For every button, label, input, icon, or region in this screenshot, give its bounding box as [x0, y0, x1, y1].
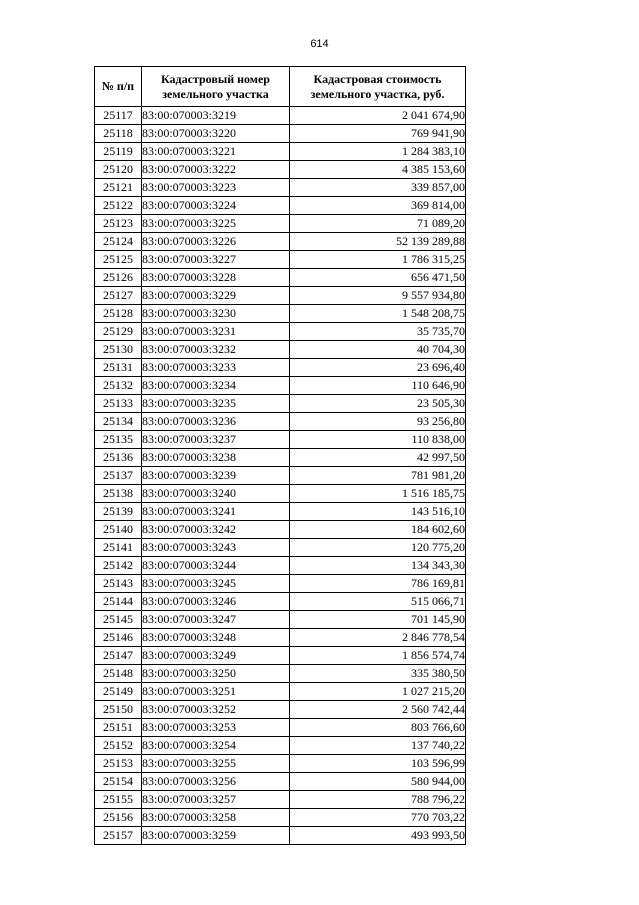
- row-index-cell: 25123: [95, 215, 142, 233]
- cadastral-value-cell: 2 846 778,54: [290, 629, 466, 647]
- row-index-cell: 25147: [95, 647, 142, 665]
- table-row: [95, 755, 466, 773]
- row-index-cell: 25119: [95, 143, 142, 161]
- table-row: [95, 629, 466, 647]
- cadastral-number-cell: 83:00:070003:3240: [142, 485, 290, 503]
- header-index: № п/п: [95, 67, 142, 107]
- table-header: [95, 67, 466, 107]
- cadastral-value-cell: 1 284 383,10: [290, 143, 466, 161]
- cadastral-number-cell: 83:00:070003:3236: [142, 413, 290, 431]
- cadastral-value-cell: 42 997,50: [290, 449, 466, 467]
- table-row: [95, 503, 466, 521]
- row-index-cell: 25122: [95, 197, 142, 215]
- cadastral-value-cell: 52 139 289,88: [290, 233, 466, 251]
- row-index-cell: 25120: [95, 161, 142, 179]
- cadastral-number-cell: 83:00:070003:3219: [142, 107, 290, 125]
- table-row: [95, 179, 466, 197]
- row-index-cell: 25143: [95, 575, 142, 593]
- cadastral-number-cell: 83:00:070003:3221: [142, 143, 290, 161]
- cadastral-value-cell: 701 145,90: [290, 611, 466, 629]
- cadastral-value-cell: 1 786 315,25: [290, 251, 466, 269]
- row-index-cell: 25126: [95, 269, 142, 287]
- table-row: [95, 107, 466, 125]
- cadastral-value-cell: 515 066,71: [290, 593, 466, 611]
- row-index-cell: 25133: [95, 395, 142, 413]
- table-row: [95, 701, 466, 719]
- row-index-cell: 25118: [95, 125, 142, 143]
- row-index-cell: 25150: [95, 701, 142, 719]
- header-cadastral-value: Кадастровая стоимость земельного участка, руб.: [290, 67, 466, 107]
- cadastral-value-cell: 786 169,81: [290, 575, 466, 593]
- cadastral-number-cell: 83:00:070003:3223: [142, 179, 290, 197]
- row-index-cell: 25125: [95, 251, 142, 269]
- cadastral-number-cell: 83:00:070003:3257: [142, 791, 290, 809]
- cadastral-number-cell: 83:00:070003:3229: [142, 287, 290, 305]
- row-index-cell: 25138: [95, 485, 142, 503]
- cadastral-value-cell: 110 646,90: [290, 377, 466, 395]
- cadastral-number-cell: 83:00:070003:3234: [142, 377, 290, 395]
- row-index-cell: 25129: [95, 323, 142, 341]
- table-row: [95, 359, 466, 377]
- cadastral-value-cell: 1 856 574,74: [290, 647, 466, 665]
- cadastral-number-cell: 83:00:070003:3235: [142, 395, 290, 413]
- cadastral-number-cell: 83:00:070003:3231: [142, 323, 290, 341]
- table-row: [95, 665, 466, 683]
- cadastral-value-cell: 137 740,22: [290, 737, 466, 755]
- row-index-cell: 25132: [95, 377, 142, 395]
- table-row: [95, 791, 466, 809]
- row-index-cell: 25151: [95, 719, 142, 737]
- row-index-cell: 25146: [95, 629, 142, 647]
- cadastral-value-cell: 93 256,80: [290, 413, 466, 431]
- cadastral-value-cell: 369 814,00: [290, 197, 466, 215]
- cadastral-value-cell: 71 089,20: [290, 215, 466, 233]
- cadastral-value-cell: 656 471,50: [290, 269, 466, 287]
- cadastral-number-cell: 83:00:070003:3243: [142, 539, 290, 557]
- cadastral-value-table: [94, 66, 466, 845]
- cadastral-number-cell: 83:00:070003:3251: [142, 683, 290, 701]
- cadastral-number-cell: 83:00:070003:3250: [142, 665, 290, 683]
- cadastral-value-cell: 184 602,60: [290, 521, 466, 539]
- cadastral-number-cell: 83:00:070003:3255: [142, 755, 290, 773]
- table-row: [95, 395, 466, 413]
- cadastral-number-cell: 83:00:070003:3220: [142, 125, 290, 143]
- row-index-cell: 25117: [95, 107, 142, 125]
- cadastral-number-cell: 83:00:070003:3258: [142, 809, 290, 827]
- table-row: [95, 323, 466, 341]
- table-row: [95, 575, 466, 593]
- cadastral-number-cell: 83:00:070003:3238: [142, 449, 290, 467]
- table-row: [95, 467, 466, 485]
- table-row: [95, 233, 466, 251]
- row-index-cell: 25128: [95, 305, 142, 323]
- cadastral-number-cell: 83:00:070003:3224: [142, 197, 290, 215]
- cadastral-number-cell: 83:00:070003:3228: [142, 269, 290, 287]
- row-index-cell: 25157: [95, 827, 142, 845]
- cadastral-value-cell: 803 766,60: [290, 719, 466, 737]
- table-row: [95, 827, 466, 845]
- cadastral-value-cell: 4 385 153,60: [290, 161, 466, 179]
- table-row: [95, 431, 466, 449]
- table-row: [95, 143, 466, 161]
- cadastral-number-cell: 83:00:070003:3253: [142, 719, 290, 737]
- table-row: [95, 683, 466, 701]
- cadastral-number-cell: 83:00:070003:3248: [142, 629, 290, 647]
- row-index-cell: 25149: [95, 683, 142, 701]
- row-index-cell: 25152: [95, 737, 142, 755]
- header-row: [95, 67, 466, 107]
- row-index-cell: 25142: [95, 557, 142, 575]
- table-row: [95, 593, 466, 611]
- row-index-cell: 25156: [95, 809, 142, 827]
- cadastral-number-cell: 83:00:070003:3230: [142, 305, 290, 323]
- table-row: [95, 773, 466, 791]
- cadastral-value-cell: 9 557 934,80: [290, 287, 466, 305]
- cadastral-number-cell: 83:00:070003:3247: [142, 611, 290, 629]
- row-index-cell: 25131: [95, 359, 142, 377]
- row-index-cell: 25141: [95, 539, 142, 557]
- table-body: [95, 107, 466, 845]
- cadastral-value-cell: 580 944,00: [290, 773, 466, 791]
- cadastral-number-cell: 83:00:070003:3241: [142, 503, 290, 521]
- cadastral-value-cell: 23 505,30: [290, 395, 466, 413]
- row-index-cell: 25139: [95, 503, 142, 521]
- row-index-cell: 25153: [95, 755, 142, 773]
- row-index-cell: 25154: [95, 773, 142, 791]
- cadastral-number-cell: 83:00:070003:3245: [142, 575, 290, 593]
- cadastral-number-cell: 83:00:070003:3232: [142, 341, 290, 359]
- table-row: [95, 485, 466, 503]
- table-row: [95, 197, 466, 215]
- cadastral-value-cell: 103 596,99: [290, 755, 466, 773]
- row-index-cell: 25145: [95, 611, 142, 629]
- row-index-cell: 25140: [95, 521, 142, 539]
- cadastral-value-cell: 788 796,22: [290, 791, 466, 809]
- row-index-cell: 25137: [95, 467, 142, 485]
- cadastral-value-cell: 493 993,50: [290, 827, 466, 845]
- cadastral-number-cell: 83:00:070003:3225: [142, 215, 290, 233]
- cadastral-value-cell: 134 343,30: [290, 557, 466, 575]
- table-row: [95, 557, 466, 575]
- cadastral-number-cell: 83:00:070003:3242: [142, 521, 290, 539]
- cadastral-value-cell: 770 703,22: [290, 809, 466, 827]
- cadastral-number-cell: 83:00:070003:3233: [142, 359, 290, 377]
- table-row: [95, 305, 466, 323]
- cadastral-value-cell: 2 041 674,90: [290, 107, 466, 125]
- cadastral-value-cell: 2 560 742,44: [290, 701, 466, 719]
- cadastral-number-cell: 83:00:070003:3259: [142, 827, 290, 845]
- cadastral-value-cell: 781 981,20: [290, 467, 466, 485]
- cadastral-number-cell: 83:00:070003:3246: [142, 593, 290, 611]
- row-index-cell: 25127: [95, 287, 142, 305]
- cadastral-number-cell: 83:00:070003:3227: [142, 251, 290, 269]
- table-row: [95, 161, 466, 179]
- row-index-cell: 25136: [95, 449, 142, 467]
- cadastral-value-cell: 120 775,20: [290, 539, 466, 557]
- header-cadastral-number: Кадастровый номер земельного участка: [142, 67, 290, 107]
- row-index-cell: 25155: [95, 791, 142, 809]
- table-row: [95, 809, 466, 827]
- table-row: [95, 251, 466, 269]
- cadastral-number-cell: 83:00:070003:3256: [142, 773, 290, 791]
- cadastral-number-cell: 83:00:070003:3244: [142, 557, 290, 575]
- table-row: [95, 719, 466, 737]
- cadastral-number-cell: 83:00:070003:3249: [142, 647, 290, 665]
- cadastral-number-cell: 83:00:070003:3237: [142, 431, 290, 449]
- table-row: [95, 341, 466, 359]
- table-row: [95, 215, 466, 233]
- cadastral-value-cell: 110 838,00: [290, 431, 466, 449]
- cadastral-value-cell: 1 027 215,20: [290, 683, 466, 701]
- row-index-cell: 25135: [95, 431, 142, 449]
- table-row: [95, 647, 466, 665]
- table-row: [95, 521, 466, 539]
- row-index-cell: 25130: [95, 341, 142, 359]
- cadastral-value-cell: 1 548 208,75: [290, 305, 466, 323]
- table-row: [95, 377, 466, 395]
- cadastral-number-cell: 83:00:070003:3254: [142, 737, 290, 755]
- table-row: [95, 413, 466, 431]
- table-row: [95, 125, 466, 143]
- table-row: [95, 737, 466, 755]
- row-index-cell: 25124: [95, 233, 142, 251]
- cadastral-number-cell: 83:00:070003:3222: [142, 161, 290, 179]
- cadastral-number-cell: 83:00:070003:3239: [142, 467, 290, 485]
- row-index-cell: 25144: [95, 593, 142, 611]
- cadastral-value-cell: 35 735,70: [290, 323, 466, 341]
- cadastral-value-cell: 23 696,40: [290, 359, 466, 377]
- table-row: [95, 287, 466, 305]
- row-index-cell: 25148: [95, 665, 142, 683]
- row-index-cell: 25121: [95, 179, 142, 197]
- page-number: 614: [310, 38, 329, 50]
- cadastral-value-cell: 40 704,30: [290, 341, 466, 359]
- cadastral-value-cell: 769 941,90: [290, 125, 466, 143]
- table-row: [95, 611, 466, 629]
- table-row: [95, 449, 466, 467]
- cadastral-value-cell: 143 516,10: [290, 503, 466, 521]
- cadastral-value-cell: 339 857,00: [290, 179, 466, 197]
- cadastral-number-cell: 83:00:070003:3226: [142, 233, 290, 251]
- cadastral-value-cell: 335 380,50: [290, 665, 466, 683]
- cadastral-value-cell: 1 516 185,75: [290, 485, 466, 503]
- table-row: [95, 269, 466, 287]
- table-row: [95, 539, 466, 557]
- cadastral-number-cell: 83:00:070003:3252: [142, 701, 290, 719]
- row-index-cell: 25134: [95, 413, 142, 431]
